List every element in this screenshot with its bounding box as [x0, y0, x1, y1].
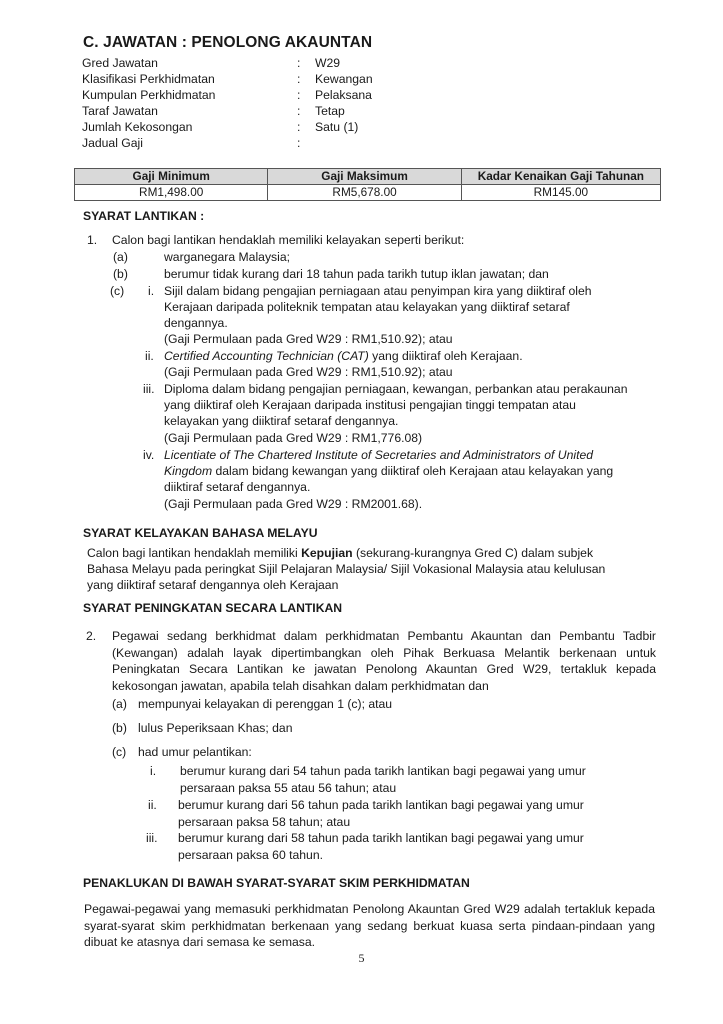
gaji-permulaan: (Gaji Permulaan pada Gred W29 : RM1,510.92); atau — [164, 365, 453, 379]
info-label: Gred Jawatan — [82, 56, 158, 70]
qualification-line: diiktiraf setaraf dengannya. — [164, 480, 311, 494]
value-kadar-kenaikan: RM145.00 — [461, 185, 660, 201]
age-line: berumur kurang dari 54 tahun pada tarikh lantikan bagi pegawai yang umur — [180, 764, 586, 778]
qualification-line: kelayakan yang diiktiraf setaraf dengannya. — [164, 414, 399, 428]
heading-syarat-lantikan: SYARAT LANTIKAN : — [83, 209, 205, 223]
item-number: 1. — [87, 233, 98, 247]
header-gaji-minimum: Gaji Minimum — [75, 169, 268, 185]
penaklukan-paragraph: Pegawai-pegawai yang memasuki perkhidmatan Penolong Akauntan Gred W29 adalah tertakluk kepada syarat-syarat skim perkhidmatan berkenaan yang sedang berkuat kuasa serta pindaan-pindaan yang dibuat ke atasnya dari semasa ke semasa. — [84, 902, 655, 949]
age-line: berumur kurang dari 58 tahun pada tarikh lantikan bagi pegawai yang umur — [178, 831, 584, 845]
roman-number: iii. — [143, 382, 155, 396]
age-line: berumur kurang dari 56 tahun pada tarikh lantikan bagi pegawai yang umur — [178, 798, 584, 812]
qualification-italic: Certified Accounting Technician (CAT) — [164, 349, 369, 363]
info-value: W29 — [315, 56, 341, 70]
sub-text: lulus Peperiksaan Khas; dan — [138, 721, 293, 735]
qualification-line — [164, 348, 523, 364]
qualification-line — [164, 463, 613, 479]
roman-number: ii. — [145, 349, 154, 363]
sub-label: (b) — [112, 721, 127, 735]
info-value: Kewangan — [315, 72, 373, 86]
item-number: 2. — [86, 629, 97, 643]
qualification-line: Diploma dalam bidang pengajian perniagaan, kewangan, perbankan atau perakaunan — [164, 382, 628, 396]
age-line: persaraan paksa 60 tahun. — [178, 848, 324, 862]
qualification-rest: dalam bidang kewangan yang diiktiraf oleh Kerajaan atau kelayakan yang — [212, 464, 614, 478]
bahasa-post: (sekurang-kurangnya Gred C) dalam subjek — [352, 546, 594, 560]
info-label: Klasifikasi Perkhidmatan — [82, 72, 215, 86]
salary-header-row — [75, 169, 661, 185]
qualification-rest: yang diiktiraf oleh Kerajaan. — [368, 349, 523, 363]
sub-text: had umur pelantikan: — [138, 745, 252, 759]
page-number: 5 — [358, 951, 365, 965]
qualification-line: dengannya. — [164, 316, 228, 330]
roman-number: iii. — [146, 831, 158, 845]
sub-text: berumur tidak kurang dari 18 tahun pada tarikh tutup iklan jawatan; dan — [164, 267, 549, 281]
header-gaji-maksimum: Gaji Maksimum — [268, 169, 461, 185]
heading-penaklukan: PENAKLUKAN DI BAWAH SYARAT-SYARAT SKIM PERKHIDMATAN — [83, 876, 470, 890]
qualification-line: Kerajaan daripada politeknik tempatan atau kelayakan yang diiktiraf setaraf — [164, 300, 570, 314]
header-kadar-kenaikan: Kadar Kenaikan Gaji Tahunan — [461, 169, 660, 185]
bahasa-bold: Kepujian — [301, 546, 353, 560]
sub-text: mempunyai kelayakan di perenggan 1 (c); atau — [138, 697, 393, 711]
age-line: persaraan paksa 58 tahun; atau — [178, 815, 351, 829]
info-value: Tetap — [315, 104, 345, 118]
qualification-line: yang diiktiraf oleh Kerajaan daripada institusi pengajian tinggi tempatan atau — [164, 398, 576, 412]
section-title: C. JAWATAN : PENOLONG AKAUNTAN — [83, 34, 373, 51]
info-label: Taraf Jawatan — [82, 104, 158, 118]
roman-number: ii. — [148, 798, 157, 812]
info-label: Jadual Gaji — [82, 136, 143, 150]
info-colon: : — [297, 120, 301, 134]
gaji-permulaan: (Gaji Permulaan pada Gred W29 : RM1,510.92); atau — [164, 332, 453, 346]
roman-number: i. — [150, 764, 157, 778]
sub-label: (b) — [113, 267, 128, 281]
salary-table — [74, 168, 661, 201]
info-label: Kumpulan Perkhidmatan — [82, 88, 216, 102]
info-colon: : — [297, 136, 301, 150]
roman-number: i. — [148, 284, 155, 298]
info-colon: : — [297, 56, 301, 70]
sub-label: (a) — [113, 250, 128, 264]
sub-label: (c) — [110, 284, 125, 298]
bahasa-pre: Calon bagi lantikan hendaklah memiliki — [87, 546, 302, 560]
gaji-permulaan: (Gaji Permulaan pada Gred W29 : RM2001.68). — [164, 497, 423, 511]
qualification-italic: Kingdom — [164, 464, 213, 478]
item-text: Calon bagi lantikan hendaklah memiliki kelayakan seperti berikut: — [112, 233, 465, 247]
info-value: Satu (1) — [315, 120, 359, 134]
bahasa-line — [87, 545, 593, 561]
peningkatan-paragraph: Pegawai sedang berkhidmat dalam perkhidmatan Pembantu Akauntan dan Pembantu Tadbir (Kewangan) adalah layak dipertimbangkan oleh Pihak Berkuasa Melantik berkenaan untuk Peningkatan Secara Lantikan ke jawatan Penolong Akauntan Gred W29, tertakluk kepada kekosongan jawatan, apabila telah disahkan dalam perkhidmatan dan — [112, 629, 656, 693]
sub-label: (c) — [112, 745, 127, 759]
bahasa-line: yang diiktiraf setaraf dengannya oleh Kerajaan — [87, 578, 339, 592]
info-label: Jumlah Kekosongan — [82, 120, 193, 134]
qualification-italic: Licentiate of The Chartered Institute of Secretaries and Administrators of United — [164, 448, 594, 462]
gaji-permulaan: (Gaji Permulaan pada Gred W29 : RM1,776.08) — [164, 431, 423, 445]
value-gaji-maksimum: RM5,678.00 — [268, 185, 461, 201]
roman-number: iv. — [143, 448, 155, 462]
salary-value-row — [75, 185, 661, 201]
sub-text: warganegara Malaysia; — [164, 250, 291, 264]
bahasa-line: Bahasa Melayu pada peringkat Sijil Pelajaran Malaysia/ Sijil Vokasional Malaysia atau kelulusan — [87, 562, 606, 576]
info-colon: : — [297, 104, 301, 118]
info-colon: : — [297, 88, 301, 102]
value-gaji-minimum: RM1,498.00 — [75, 185, 268, 201]
info-colon: : — [297, 72, 301, 86]
heading-peningkatan: SYARAT PENINGKATAN SECARA LANTIKAN — [83, 601, 343, 615]
info-value: Pelaksana — [315, 88, 372, 102]
sub-label: (a) — [112, 697, 127, 711]
qualification-line: Sijil dalam bidang pengajian perniagaan atau penyimpan kira yang diiktiraf oleh — [164, 284, 592, 298]
heading-bahasa-melayu: SYARAT KELAYAKAN BAHASA MELAYU — [83, 526, 318, 540]
age-line: persaraan paksa 55 atau 56 tahun; atau — [180, 781, 397, 795]
